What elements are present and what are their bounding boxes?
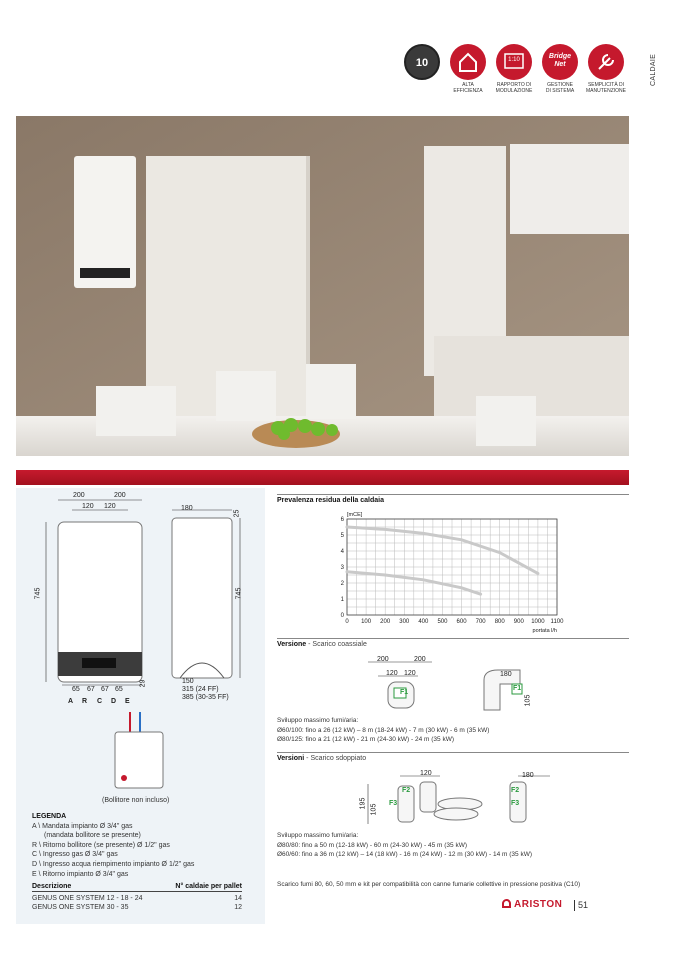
- cylinder-note: (Bollitore non incluso): [102, 797, 170, 804]
- x-tick-label: 0: [345, 619, 349, 625]
- section-divider: [16, 470, 629, 485]
- dim-side: 29: [139, 679, 147, 688]
- y-tick-label: 5: [340, 533, 344, 539]
- dim-bottom-4: 65: [115, 686, 123, 693]
- table-cell-qty: 14: [234, 895, 242, 902]
- legend-item: E \ Ritorno impianto Ø 3/4" gas: [32, 870, 129, 878]
- page-number: 51: [578, 900, 589, 910]
- side-dim-150: 150: [182, 678, 194, 685]
- x-tick-label: 900: [513, 619, 524, 625]
- pump-head-chart: [277, 507, 629, 635]
- table-row: [32, 894, 242, 903]
- coax-elbow-f1: F1: [513, 685, 522, 692]
- modulation-icon: 1:10 RAPPORTO DI MODULAZIONE: [492, 44, 536, 94]
- table-row: [32, 903, 242, 912]
- dim-height: 745: [34, 587, 42, 600]
- house-efficiency-icon: ALTA EFFICIENZA: [446, 44, 490, 94]
- side-dim-315: 315 (24 FF): [182, 686, 219, 693]
- legend-item: (mandata bollitore se presente): [44, 832, 141, 840]
- coax-dim-1: 200: [377, 656, 389, 663]
- x-tick-label: 1100: [550, 619, 564, 625]
- x-tick-label: 200: [380, 619, 391, 625]
- conn-e: E: [125, 698, 130, 705]
- coax-elbow-dim: 180: [500, 671, 512, 678]
- section-tab: CALDAIE: [650, 53, 657, 86]
- table-col-qty: N° caldaie per pallet: [175, 883, 242, 890]
- side-dim-right: 25: [233, 509, 241, 518]
- coaxial-rule: [277, 638, 629, 639]
- conn-a: A: [68, 698, 74, 705]
- split-f2: F2: [402, 787, 411, 794]
- x-tick-label: 1000: [531, 619, 545, 625]
- legend: [32, 812, 262, 879]
- split-f2-right: F2: [511, 787, 520, 794]
- table-cell-qty: 12: [234, 904, 242, 911]
- split-dim-top: 120: [420, 770, 432, 777]
- dim-bottom-1: 65: [72, 686, 80, 693]
- front-view-drawing: [32, 490, 152, 710]
- y-tick-label: 6: [340, 517, 344, 523]
- x-tick-label: 800: [494, 619, 505, 625]
- split-f3: F3: [389, 800, 398, 807]
- kitchen-photo: [16, 116, 629, 456]
- x-tick-label: 400: [418, 619, 429, 625]
- legend-item: D \ Ingresso acqua riempimento impianto Ø 1/2" gas: [32, 860, 195, 868]
- coaxial-heading: Versione - Scarico coassiale: [277, 641, 367, 648]
- split-notes: [277, 831, 532, 860]
- dim-inner-2: 120: [104, 503, 116, 510]
- split-f3-right: F3: [511, 800, 520, 807]
- table-cell-desc: GENUS ONE SYSTEM 12 - 18 - 24: [32, 895, 143, 902]
- dim-bottom-3: 67: [101, 686, 109, 693]
- split-rule: [277, 752, 629, 753]
- pallet-table: [32, 883, 242, 912]
- y-tick-label: 2: [340, 581, 344, 587]
- side-dim-385: 385 (30-35 FF): [182, 694, 229, 701]
- legend-item: C \ Ingresso gas Ø 3/4" gas: [32, 851, 118, 859]
- table-col-description: Descrizione: [32, 883, 72, 890]
- dim-inner-1: 120: [82, 503, 94, 510]
- x-tick-label: 600: [456, 619, 467, 625]
- maintenance-icon: SEMPLICITÀ DI MANUTENZIONE: [584, 44, 628, 94]
- x-tick-label: 500: [437, 619, 448, 625]
- y-tick-label: 1: [340, 597, 344, 603]
- cylinder-drawing: [110, 712, 170, 792]
- x-tick-label: 700: [475, 619, 486, 625]
- note-line: Sviluppo massimo fumi/aria:: [277, 717, 359, 724]
- x-axis-label: portata l/h: [532, 628, 557, 634]
- coax-dim-3: 120: [386, 670, 398, 677]
- coax-dim-2: 200: [414, 656, 426, 663]
- note-line: Ø60/100: fino a 26 (12 kW) – 8 m (18-24 kW) - 7 m (30 kW) - 6 m (35 kW): [277, 726, 490, 734]
- split-dim-195: 195: [359, 797, 367, 810]
- split-heading: Versioni - Scarico sdoppiato: [277, 755, 367, 762]
- note-line: Ø80/80: fino a 50 m (12-18 kW) - 60 m (24-30 kW) - 45 m (35 kW): [277, 841, 468, 849]
- warranty-10-icon: 10: [400, 44, 444, 80]
- note-line: Ø80/125: fino a 21 (12 kW) - 21 m (24-30 kW) - 24 m (35 kW): [277, 736, 455, 743]
- dim-bottom-2: 67: [87, 686, 95, 693]
- legend-title: LEGENDA: [32, 813, 67, 820]
- conn-d: D: [111, 698, 117, 705]
- ariston-mark-icon: [502, 899, 511, 908]
- coax-f1: F1: [400, 689, 409, 696]
- dim-top-1: 200: [73, 492, 85, 499]
- coax-dim-4: 120: [404, 670, 416, 677]
- table-cell-desc: GENUS ONE SYSTEM 30 - 35: [32, 904, 129, 911]
- dim-top-2: 200: [114, 492, 126, 499]
- conn-r: R: [82, 698, 88, 705]
- coax-elbow-side: 105: [524, 694, 532, 707]
- side-dim-height: 745: [235, 587, 243, 600]
- chart-rule: [277, 494, 629, 495]
- y-tick-label: 0: [340, 613, 344, 619]
- y-axis-label: [mCE]: [347, 512, 363, 518]
- coaxial-notes: [277, 716, 489, 745]
- legend-item: R \ Ritorno bollitore (se presente) Ø 1/2" gas: [32, 841, 170, 849]
- y-tick-label: 4: [340, 549, 344, 555]
- conn-c: C: [97, 698, 103, 705]
- note-line: Sviluppo massimo fumi/aria:: [277, 832, 359, 839]
- footer-note: Scarico fumi 80, 60, 50 mm e kit per compatibilità con canne fumarie collettive in pressione positiva (C10): [277, 881, 581, 888]
- chart-title: Prevalenza residua della caldaia: [277, 497, 385, 504]
- side-dim-top: 180: [181, 505, 193, 512]
- x-tick-label: 300: [399, 619, 410, 625]
- y-tick-label: 3: [340, 565, 344, 571]
- brand-separator: [574, 900, 575, 911]
- feature-badges: [400, 44, 640, 96]
- bridgenet-icon: Bridge Net GESTIONE DI SISTEMA: [538, 44, 582, 94]
- split-dim-right: 180: [522, 772, 534, 779]
- table-header: [32, 883, 242, 892]
- x-tick-label: 100: [361, 619, 372, 625]
- note-line: Ø60/60: fino a 36 m (12 kW) – 14 (18 kW) - 16 m (24 kW) - 12 m (30 kW) - 14 m (35 kW): [277, 851, 533, 858]
- ariston-logo: ARISTON: [502, 899, 562, 910]
- split-dim-105: 105: [370, 803, 378, 816]
- legend-item: A \ Mandata impianto Ø 3/4" gas: [32, 822, 133, 830]
